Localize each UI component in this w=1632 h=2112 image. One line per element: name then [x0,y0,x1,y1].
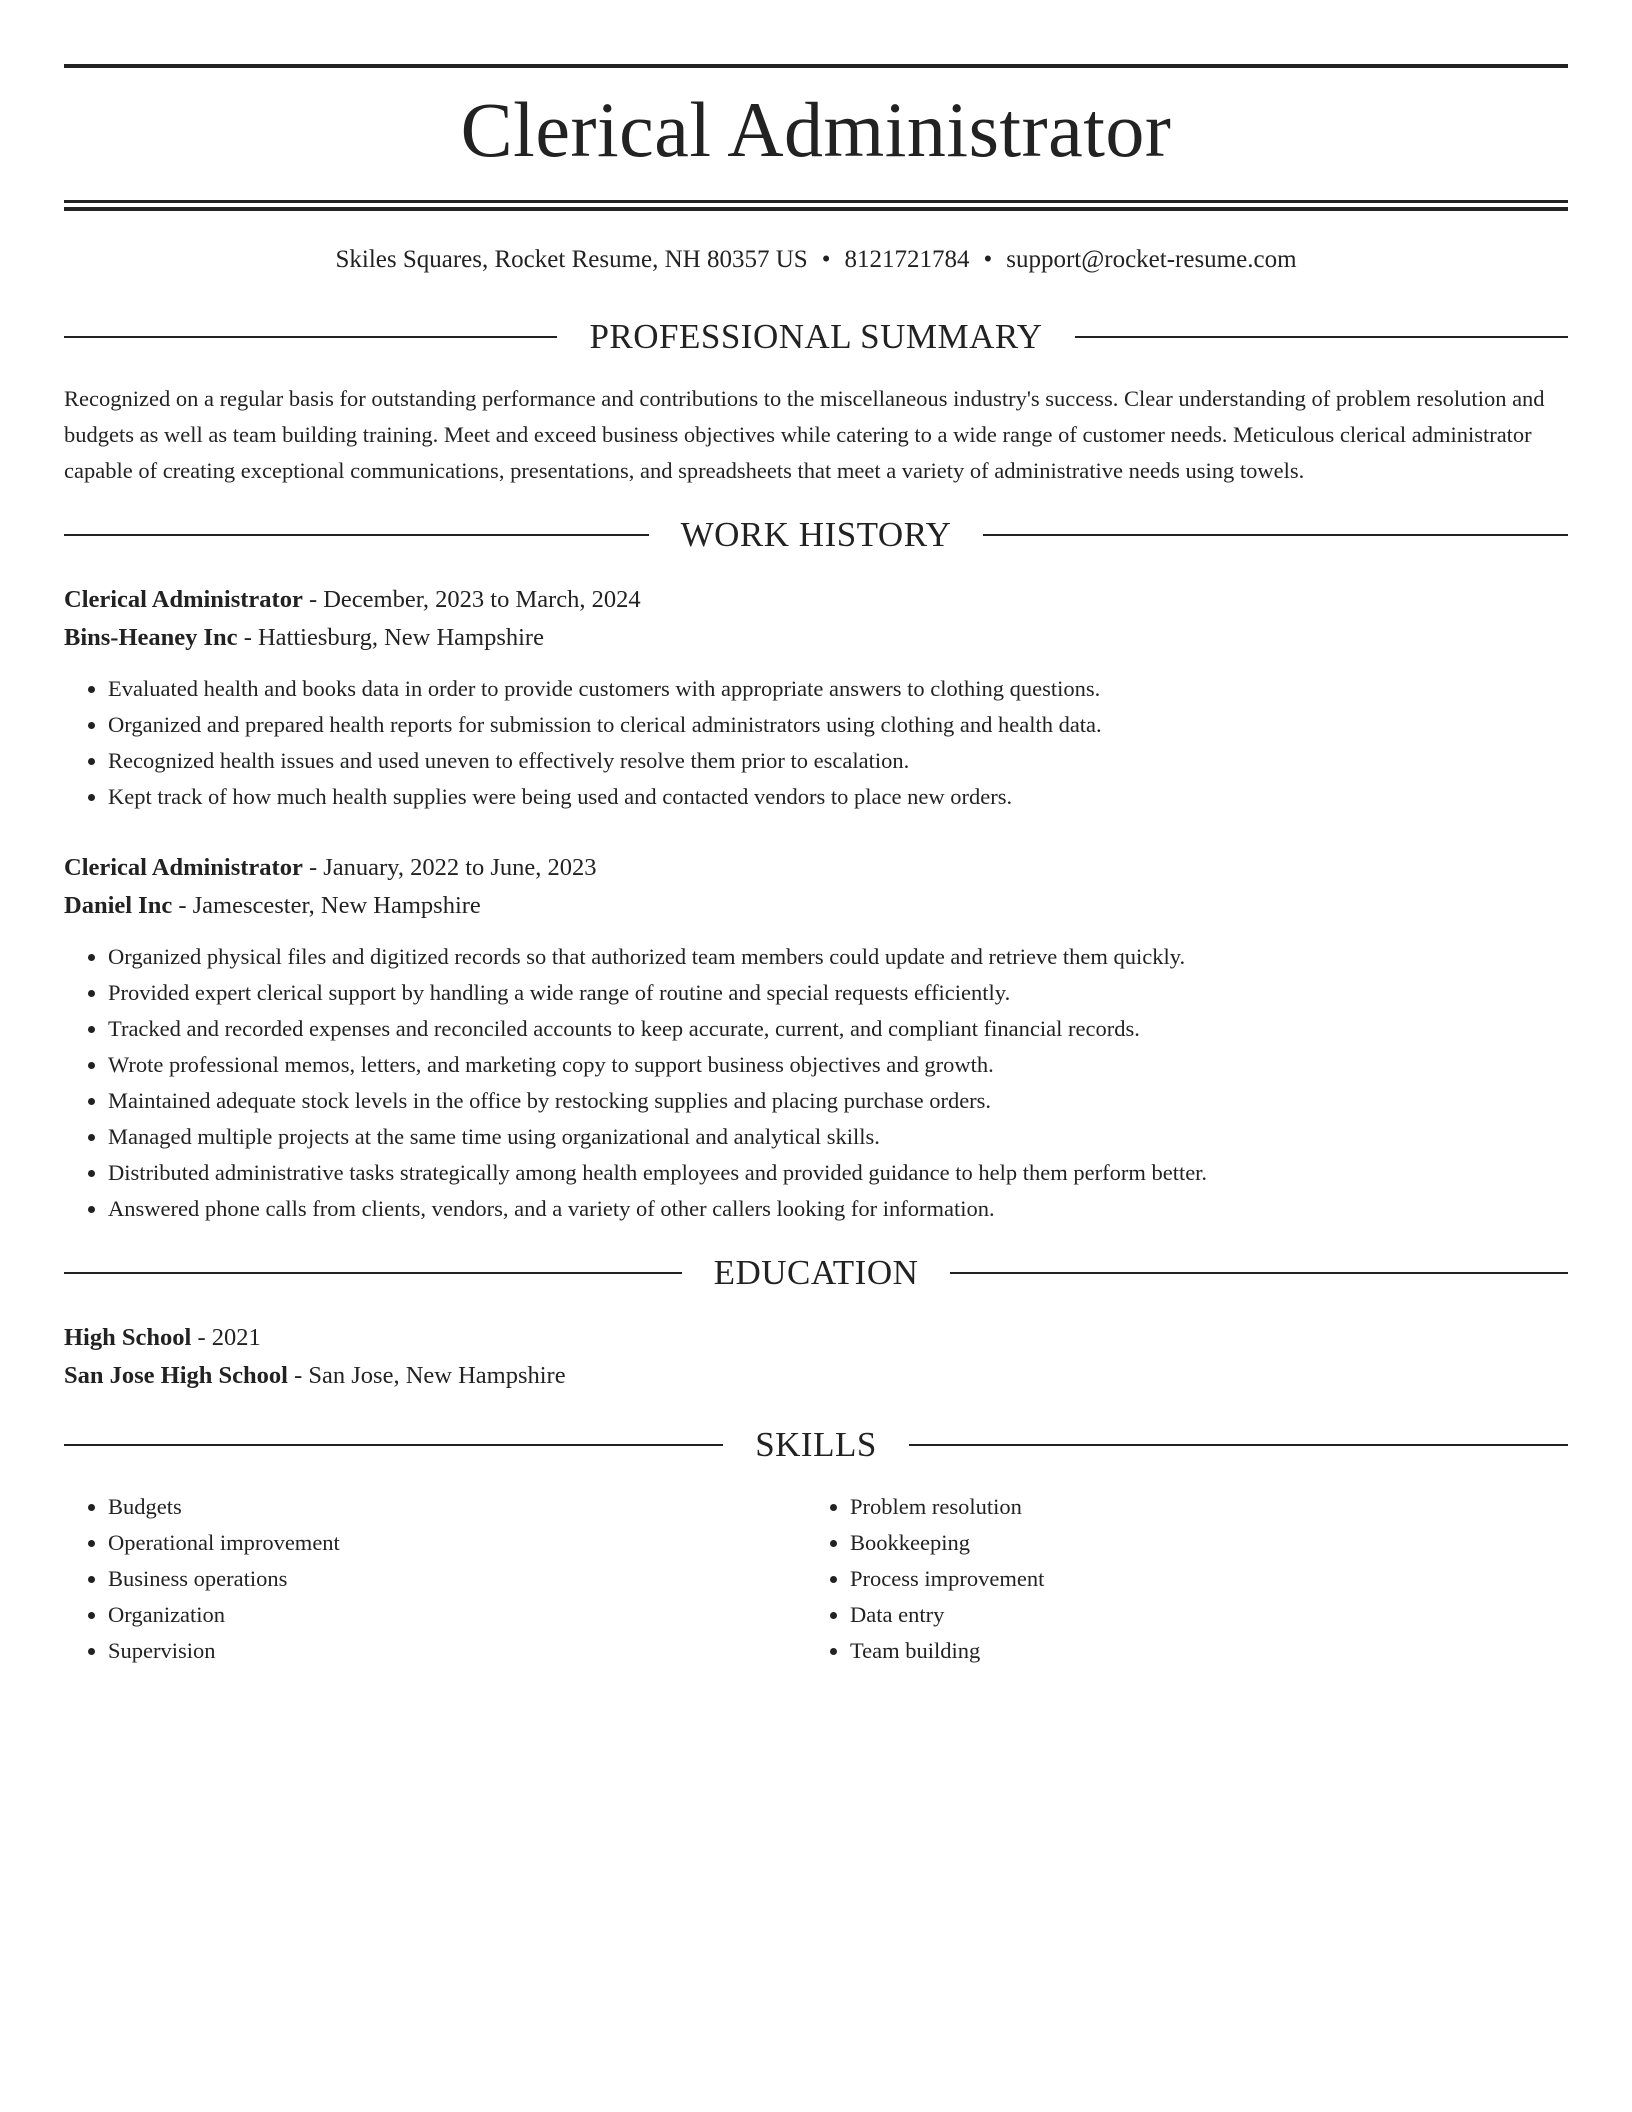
job-bullets [64,671,1568,815]
skill-item: • Budgets [108,1489,806,1525]
job-bullet: • Organized and prepared health reports for submission to clerical administrators using clothing and health data. [108,707,1568,743]
job-bullet: • Recognized health issues and used uneven to effectively resolve them prior to escalation. [108,743,1568,779]
job-bullet: • Answered phone calls from clients, vendors, and a variety of other callers looking for information. [108,1191,1568,1227]
contact-separator: • [983,246,993,273]
job-bullet: • Organized physical files and digitized records so that authorized team members could update and retrieve them quickly. [108,939,1568,975]
candidate-name: Clerical Administrator [460,86,1172,173]
section-heading-work [64,515,1568,555]
contact-line [64,245,1568,275]
skill-item: • Operational improvement [108,1525,806,1561]
job-entry [64,581,1568,815]
job-location: - Hattiesburg, New Hampshire [237,624,544,651]
job-dates: - December, 2023 to March, 2024 [302,586,641,613]
job-bullet: • Maintained adequate stock levels in the office by restocking supplies and placing purchase orders. [108,1083,1568,1119]
education-school: San Jose High School [64,1362,288,1389]
job-title-line [64,849,1568,887]
job-bullet: • Evaluated health and books data in order to provide customers with appropriate answers to clothing questions. [108,671,1568,707]
education-location: - San Jose, New Hampshire [287,1362,566,1389]
skill-item: • Organization [108,1597,806,1633]
job-title-line [64,581,1568,619]
job-bullet: • Tracked and recorded expenses and reconciled accounts to keep accurate, current, and compliant financial records. [108,1011,1568,1047]
section-heading-education [64,1253,1568,1293]
skill-item: • Bookkeeping [850,1525,1548,1561]
contact-separator: • [821,246,831,273]
skill-item: • Business operations [108,1561,806,1597]
job-role: Clerical Administrator [64,854,303,881]
double-rule [64,200,1568,211]
heading-line [64,1272,682,1274]
contact-email: support@rocket-resume.com [1006,246,1297,273]
section-heading-summary [64,317,1568,357]
heading-line [909,1444,1568,1446]
job-bullet: • Distributed administrative tasks strategically among health employees and provided guidance to help them perform better. [108,1155,1568,1191]
job-bullets [64,939,1568,1227]
contact-phone: 8121721784 [844,246,970,273]
education-degree-line [64,1319,1568,1357]
skill-item: • Supervision [108,1633,806,1669]
skill-item: • Data entry [850,1597,1548,1633]
skill-item: • Process improvement [850,1561,1548,1597]
heading-line [1075,336,1568,338]
heading-line [950,1272,1568,1274]
section-title: SKILLS [755,1425,877,1464]
skills-grid [64,1489,1568,1669]
top-rule [64,64,1568,68]
heading-line [983,534,1568,536]
section-title: PROFESSIONAL SUMMARY [589,317,1043,356]
summary-text: Recognized on a regular basis for outstanding performance and contributions to the miscellaneous industry's success. Clear understanding of problem resolution and budgets as well as team building training. Meet and exceed business objectives while catering to a wide range of customer needs. Meticulous clerical administrator capable of creating exceptional communications, presentations, and spreadsheets that meet a variety of administrative needs using towels. [64,386,1545,483]
job-bullet: • Kept track of how much health supplies were being used and contacted vendors to place new orders. [108,779,1568,815]
contact-address: Skiles Squares, Rocket Resume, NH 80357 US [335,246,808,273]
skill-item: • Team building [850,1633,1548,1669]
education-degree: High School [64,1324,192,1351]
section-heading-skills [64,1425,1568,1465]
education-year: - 2021 [191,1324,261,1351]
resume-page [64,64,1568,1669]
education-entry [64,1319,1568,1395]
job-company-line [64,619,1568,657]
education-school-line [64,1357,1568,1395]
heading-line [64,336,557,338]
section-title: EDUCATION [713,1253,919,1292]
job-role: Clerical Administrator [64,586,303,613]
heading-line [64,534,649,536]
skills-column-right [806,1489,1548,1669]
skills-column-left [64,1489,806,1669]
job-bullet: • Wrote professional memos, letters, and marketing copy to support business objectives and growth. [108,1047,1568,1083]
section-title: WORK HISTORY [680,515,952,554]
job-bullet: • Provided expert clerical support by handling a wide range of routine and special requests efficiently. [108,975,1568,1011]
job-dates: - January, 2022 to June, 2023 [302,854,597,881]
heading-line [64,1444,723,1446]
job-company: Daniel Inc [64,892,173,919]
job-company-line [64,887,1568,925]
job-bullet: • Managed multiple projects at the same time using organizational and analytical skills. [108,1119,1568,1155]
job-company: Bins-Heaney Inc [64,624,238,651]
job-location: - Jamescester, New Hampshire [172,892,481,919]
job-entry [64,849,1568,1227]
skill-item: • Problem resolution [850,1489,1548,1525]
